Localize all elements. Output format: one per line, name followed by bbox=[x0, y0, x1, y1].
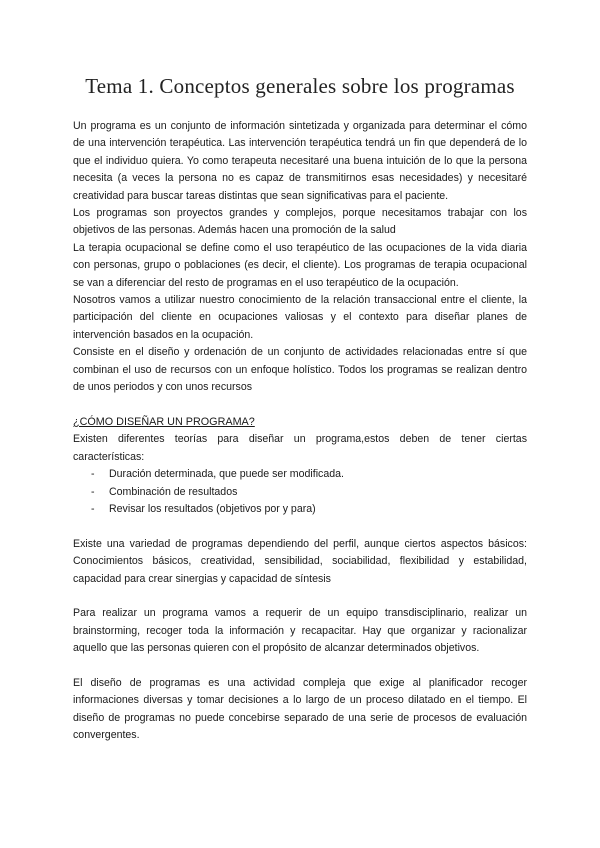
spacer bbox=[73, 588, 527, 605]
section-lead: Existen diferentes teorías para diseñar un programa,estos deben de tener ciertas características: bbox=[73, 433, 527, 463]
paragraph: Los programas son proyectos grandes y complejos, porque necesitamos trabajar con los objetivos de las personas. Además hacen una promoción de la salud bbox=[73, 207, 527, 237]
paragraph: La terapia ocupacional se define como el uso terapéutico de las ocupaciones de la vida diaria con personas, grupo o poblaciones (es decir, el cliente). Los programas de terapia ocupacional se van a diferenciar del resto de programas en el uso terapéutico de la ocupación. bbox=[73, 241, 527, 289]
list-item bbox=[91, 466, 527, 483]
paragraph: Existe una variedad de programas dependiendo del perfil, aunque ciertos aspectos básicos: Conocimientos básicos, creatividad, sensibilidad, sociabilidad, flexibilidad y estabilidad, capacidad para crear sinergias y capacidad de síntesis bbox=[73, 537, 527, 585]
section-heading: ¿CÓMO DISEÑAR UN PROGRAMA? bbox=[73, 415, 255, 428]
bullet-list bbox=[73, 466, 527, 518]
paragraph: El diseño de programas es una actividad compleja que exige al planificador recoger informaciones diversas y tomar decisiones a lo largo de un proceso dilatado en el tiempo. El diseño de programas no puede concebirse separado de una serie de procesos de evaluación convergentes. bbox=[73, 676, 527, 742]
paragraph: Nosotros vamos a utilizar nuestro conocimiento de la relación transaccional entre el cliente, la participación del cliente en ocupaciones valiosas y el contexto para diseñar planes de intervención basados en la ocupación. bbox=[73, 294, 527, 341]
bullet-marker: - bbox=[91, 468, 95, 481]
bullet-marker: - bbox=[91, 485, 95, 498]
spacer bbox=[73, 397, 527, 414]
bullet-marker: - bbox=[91, 502, 95, 515]
list-item bbox=[91, 501, 527, 518]
document-body bbox=[73, 118, 527, 745]
paragraph: Un programa es un conjunto de información sintetizada y organizada para determinar el cómo de una intervención terapéutica. Las intervención terapéutica tendrá un fin que dependerá de lo que el individuo quiera. Yo como terapeuta necesitaré una buena intuición de lo que la persona necesita (a veces la persona no es capaz de transmitirnos esas necesidades) y necesitaré creatividad para buscar tareas distintas que sean significativas para el paciente. bbox=[73, 120, 527, 202]
spacer bbox=[73, 518, 527, 535]
paragraph: Consiste en el diseño y ordenación de un conjunto de actividades relacionadas entre sí que combinan el uso de recursos con un enfoque holístico. Todos los programas se realizan dentro de unos periodos y con unos recursos bbox=[73, 346, 527, 394]
spacer bbox=[73, 658, 527, 675]
list-item-text: Revisar los resultados (objetivos por y para) bbox=[109, 502, 316, 515]
page-title: Tema 1. Conceptos generales sobre los programas bbox=[85, 74, 515, 98]
list-item-text: Duración determinada, que puede ser modificada. bbox=[109, 468, 344, 481]
list-item bbox=[91, 484, 527, 501]
list-item-text: Combinación de resultados bbox=[109, 485, 238, 498]
paragraph: Para realizar un programa vamos a requerir de un equipo transdisciplinario, realizar un brainstorming, recoger toda la información y recapacitar. Hay que organizar y racionalizar aquello que las personas quieren con el propósito de alcanzar determinados objetivos. bbox=[73, 607, 527, 655]
